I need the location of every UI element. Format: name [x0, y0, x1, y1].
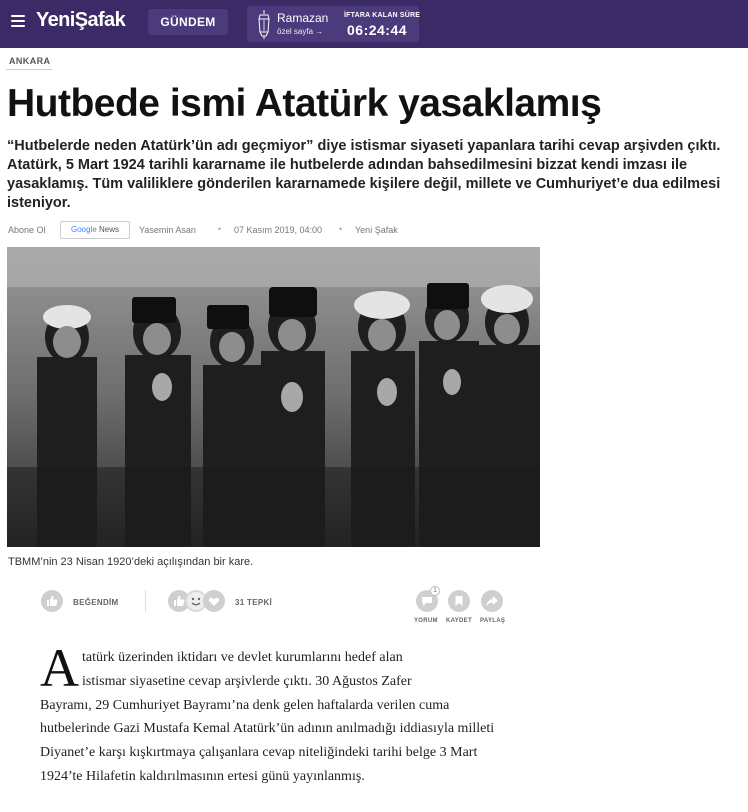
comment-count-badge: 1: [430, 586, 440, 596]
body-line: istismar siyasetine cevap arşivlerde çıktı. 30 Ağustos Zafer: [82, 673, 412, 689]
thumbs-up-icon: [41, 590, 63, 612]
author-name[interactable]: Yasemin Asan: [139, 225, 196, 235]
article-summary: “Hutbelerde neden Atatürk’ün adı geçmiyor” diye istismar siyaseti yapanlara tarihi cevap arşivden çıktı. Atatürk, 5 Mart 1924 tarihli kararname ile hutbelerde adından bahsedilmesini bizzat kendi imzası ile yasaklamış. Tüm valiliklere gönderilen kararnamede kişilere değil, millete ve Cumhuriyet’e dua edilmesi isteniyor.: [7, 138, 721, 211]
google-news-label: News: [99, 225, 120, 234]
menu-icon[interactable]: [11, 15, 25, 27]
reaction-bar: [40, 588, 510, 628]
like-label[interactable]: BEĞENDİM: [73, 598, 119, 607]
article-meta: [8, 221, 743, 239]
comment-label[interactable]: YORUM: [414, 618, 438, 624]
google-news-wordmark: Google: [70, 225, 97, 234]
share-label[interactable]: PAYLAŞ: [480, 618, 506, 624]
separator-dot: •: [339, 224, 343, 234]
nav-item-gundem[interactable]: GÜNDEM: [148, 9, 228, 35]
ramazan-title: Ramazan: [277, 11, 329, 25]
save-button[interactable]: [448, 590, 470, 612]
body-paragraph: Bayramı, 29 Cumhuriyet Bayramı’na denk gelen haftalarda verilen cuma hutbelerinde Gazi Mustafa Kemal Atatürk’ün adının anılmadığı iddiasıyla milleti Diyanet’e karşı kışkırtmaya çalışanlara cevap niteliğindeki tarihi belge 3 Mart 1924’te Hilafetin kaldırılmasının ertesi günü yayınlanmış.: [40, 697, 495, 784]
reaction-count[interactable]: 31 TEPKİ: [235, 598, 273, 607]
top-bar: [0, 0, 748, 48]
reaction-divider: [145, 590, 146, 612]
iftar-countdown: 06:24:44: [347, 22, 408, 38]
share-arrow-icon: [481, 590, 503, 612]
site-logo[interactable]: YeniŞafak: [36, 9, 126, 31]
share-button[interactable]: [481, 590, 503, 612]
body-line: tatürk üzerinden iktidarı ve devlet kurumlarını hedef alan: [82, 650, 403, 665]
separator-dot: •: [218, 224, 222, 234]
ramazan-link[interactable]: özel sayfa →: [277, 27, 324, 36]
subscribe-label: Abone Ol: [8, 225, 46, 235]
bookmark-icon: [448, 590, 470, 612]
article-body: [40, 646, 510, 789]
lantern-icon: [257, 10, 271, 40]
reaction-heart-icon[interactable]: [203, 590, 225, 612]
historical-photo-illustration: [7, 247, 540, 547]
publish-date: 07 Kasım 2019, 04:00: [234, 225, 323, 235]
drop-cap: A: [40, 638, 79, 698]
photo-caption: TBMM’nin 23 Nisan 1920’deki açılışından bir kare.: [8, 556, 254, 568]
save-label[interactable]: KAYDET: [446, 618, 472, 624]
like-button[interactable]: [41, 590, 63, 612]
article-source: Yeni Şafak: [355, 225, 398, 235]
ramazan-widget[interactable]: [247, 6, 419, 42]
article-title: Hutbede ismi Atatürk yasaklamış: [7, 82, 602, 125]
heart-icon: [203, 590, 225, 612]
iftar-label: İFTARA KALAN SÜRE: [344, 12, 421, 19]
category-label[interactable]: ANKARA: [9, 56, 51, 66]
google-news-button[interactable]: [60, 221, 130, 239]
category-underline: [6, 69, 52, 70]
article-photo: [7, 247, 540, 547]
